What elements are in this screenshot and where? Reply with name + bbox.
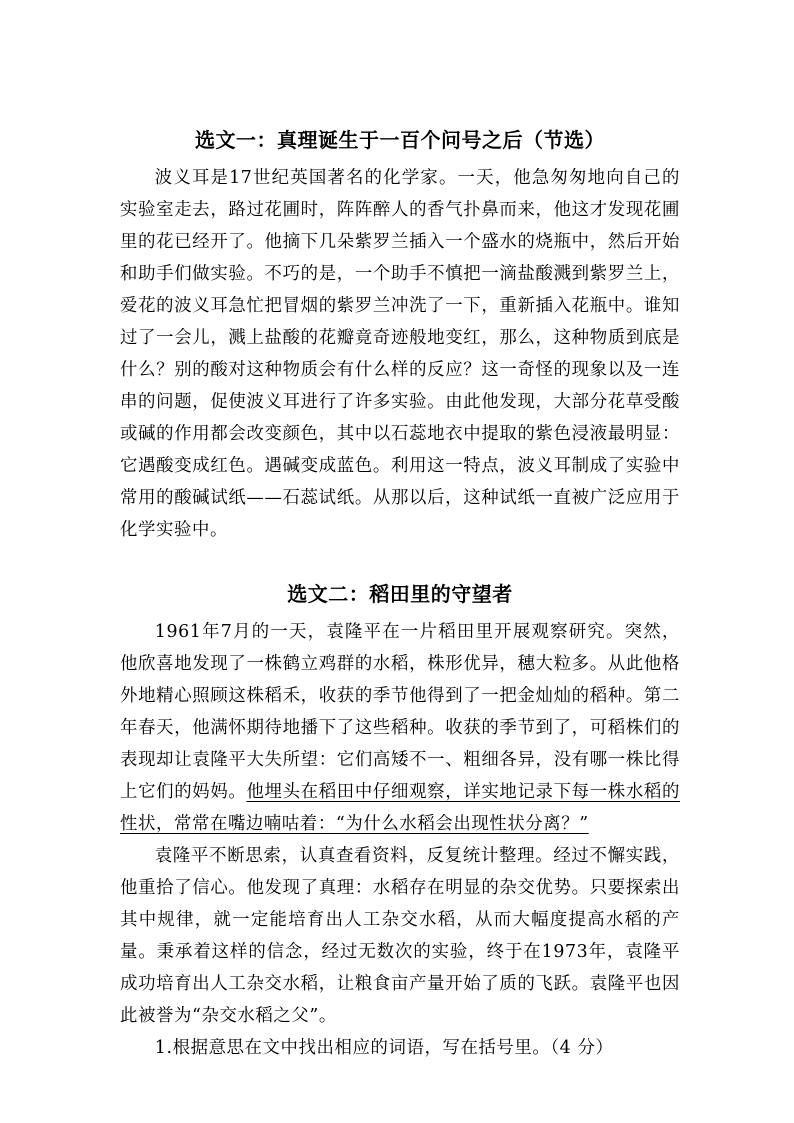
- passage2-paragraph-1-text: 1961年7月的一天，袁隆平在一片稻田里开展观察研究。突然，他欣喜地发现了一株鹤立鸡群的水稻，株形优异，穗大粒多。从此他格外地精心照顾这株稻禾，收获的季节他得到了一把金灿灿的稻种。第二年春天，他满怀期待地播下了这些稻种。收获的季节到了，可稻株们的表现却让袁隆平大失所望：它们高矮不一、粗细各异，没有哪一株比得上它们的妈妈。: [120, 622, 680, 802]
- passage2-paragraph-1: [120, 616, 680, 840]
- passage1-paragraph: 波义耳是17世纪英国著名的化学家。一天，他急匆匆地向自己的实验室走去，路过花圃时，阵阵醉人的香气扑鼻而来，他这才发现花圃里的花已经开了。他摘下几朵紫罗兰插入一个盛水的烧瓶中，然后开始和助手们做实验。不巧的是，一个助手不慎把一滴盐酸溅到紫罗兰上，爱花的波义耳急忙把冒烟的紫罗兰冲洗了一下，重新插入花瓶中。谁知过了一会儿，溅上盐酸的花瓣竟奇迹般地变红，那么，这种物质到底是什么？别的酸对这种物质会有什么样的反应？这一奇怪的现象以及一连串的问题，促使波义耳进行了许多实验。由此他发现，大部分花草受酸或碱的作用都会改变颜色，其中以石蕊地衣中提取的紫色浸液最明显：它遇酸变成红色。遇碱变成蓝色。利用这一特点，波义耳制成了实验中常用的酸碱试纸——石蕊试纸。从那以后，这种试纸一直被广泛应用于化学实验中。: [120, 168, 680, 540]
- underlined-sentence: 他埋头在稻田中仔细观察，详实地记录下每一株水稻的性状，常常在嘴边喃咕着：“为什么水稻会出现性状分离？”: [120, 782, 680, 834]
- passage1-title: 选文一：真理诞生于一百个问号之后（节选）: [195, 128, 605, 152]
- question-1: 1.根据意思在文中找出相应的词语，写在括号里。（4 分）: [154, 1038, 614, 1058]
- document-page: [120, 118, 680, 1064]
- passage2-title: 选文二：稻田里的守望者: [287, 582, 513, 606]
- passage2-paragraph-2: 袁隆平不断思索，认真查看资料，反复统计整理。经过不懈实践，他重拾了信心。他发现了真理：水稻存在明显的杂交优势。只要探索出其中规律，就一定能培育出人工杂交水稻，从而大幅度提高水稻的产量。秉承着这样的信念，经过无数次的实验，终于在1973年，袁隆平成功培育出人工杂交水稻，让粮食亩产量开始了质的飞跃。袁隆平也因此被誉为“杂交水稻之父”。: [120, 846, 680, 1026]
